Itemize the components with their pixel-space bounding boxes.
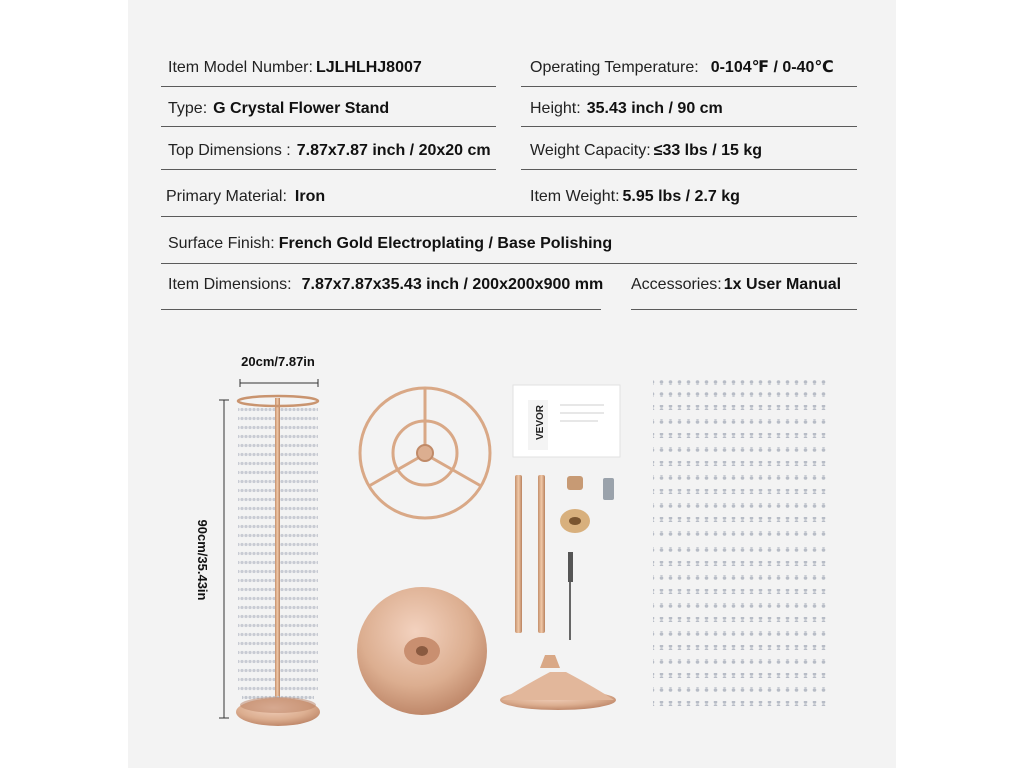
spec-value: Iron <box>294 188 326 205</box>
spec-label: Item Model Number: <box>168 59 313 76</box>
spec-value: 35.43 inch / 90 cm <box>586 100 723 117</box>
manual-brand: VEVOR <box>535 404 546 440</box>
width-label: 20cm/7.87in <box>241 354 315 369</box>
spec-value: LJLHLHJ8007 <box>315 59 422 76</box>
top-ring-frame <box>360 388 490 518</box>
spec-label: Weight Capacity: <box>530 142 651 159</box>
spec-label: Primary Material: <box>166 188 287 205</box>
spec-value: French Gold Electroplating / Base Polishing <box>278 235 613 252</box>
crystal-bead-strands <box>653 380 828 706</box>
spec-label: Height: <box>530 100 581 117</box>
width-dimension <box>240 354 318 387</box>
user-manual <box>513 385 620 457</box>
base-plate <box>500 655 616 710</box>
assembled-stand <box>236 396 320 726</box>
small-hardware-parts <box>560 476 614 640</box>
spec-label: Item Dimensions: <box>168 276 292 293</box>
spec-label: Item Weight: <box>530 188 620 205</box>
spec-value: ≤33 lbs / 15 kg <box>653 142 763 159</box>
round-base-disc <box>357 587 487 715</box>
spec-value: 5.95 lbs / 2.7 kg <box>622 188 740 205</box>
spec-label: Accessories: <box>631 276 722 293</box>
spec-value: 0-104℉ / 0-40℃ <box>710 59 834 76</box>
spec-label: Operating Temperature: <box>530 59 699 76</box>
spec-label: Surface Finish: <box>168 235 275 252</box>
height-dimension <box>195 400 229 718</box>
spec-value: 1x User Manual <box>723 276 842 293</box>
height-label: 90cm/35.43in <box>195 519 210 601</box>
spec-label: Type: <box>168 100 208 117</box>
support-poles <box>515 475 545 633</box>
spec-value: 7.87x7.87x35.43 inch / 200x200x900 mm <box>301 276 604 293</box>
spec-value: G Crystal Flower Stand <box>213 100 390 117</box>
spec-value: 7.87x7.87 inch / 20x20 cm <box>296 142 491 159</box>
spec-label: Top Dimensions : <box>168 142 291 159</box>
